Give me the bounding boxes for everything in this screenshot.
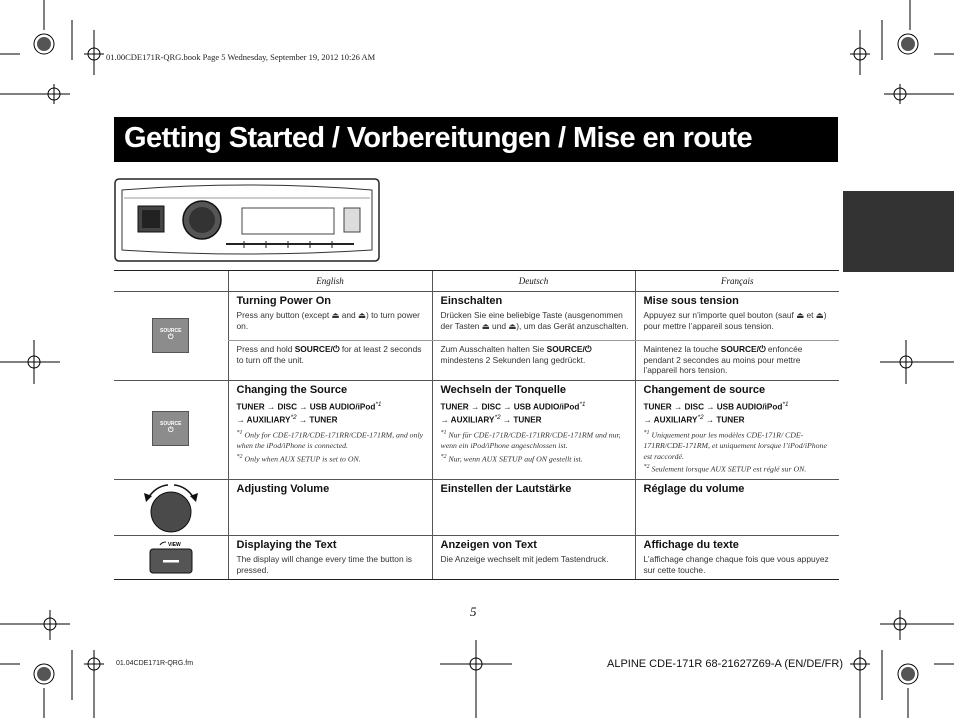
- source-power-button-icon: SOURCE ⏻: [152, 318, 189, 353]
- en-power-title: Turning Power On: [236, 295, 332, 307]
- page-number: 5: [470, 604, 477, 619]
- de-volume-title: Einstellen der Lautstärke: [440, 483, 572, 496]
- en-source-title: Changing the Source: [236, 383, 348, 396]
- footer-model: ALPINE CDE-171R 68-21627Z69-A (EN/DE/FR): [607, 658, 843, 670]
- de-power-title: Einschalten: [440, 295, 503, 307]
- footer-filename: 01.04CDE171R-QRG.fm: [116, 660, 194, 667]
- table-row: [114, 380, 839, 480]
- de-source-title: Wechseln der Tonquelle: [440, 383, 567, 396]
- col-deutsch: Deutsch: [432, 271, 635, 292]
- en-display-title: Displaying the Text: [236, 539, 337, 552]
- eject-icon: ⏏: [796, 310, 805, 320]
- fr-volume-title: Réglage du volume: [643, 483, 745, 496]
- view-button-icon: [146, 540, 196, 574]
- fr-source-sequence: TUNER → DISC → USB AUDIO/iPod$^{*1}$ → $AUXILIARY^{*2}$ → TUNER: [643, 400, 789, 425]
- de-display-text: Die Anzeige wechselt mit jedem Tastendruck.: [440, 554, 609, 565]
- open-icon: ⏏: [358, 310, 366, 320]
- en-display-text: The display will change every time the button is pressed.: [236, 554, 412, 575]
- language-header-row: [114, 271, 839, 292]
- open-icon: ⏏: [508, 320, 517, 331]
- table-row: [114, 480, 839, 536]
- page-title: Getting Started / Vorbereitungen / Mise en route: [124, 122, 753, 154]
- de-power-on-text: Drücken Sie eine beliebige Taste (ausgenommen der Tasten ⏏ und ⏏), um das Gerät anzuschalten.: [440, 310, 629, 331]
- volume-knob-icon: [138, 482, 204, 534]
- de-display-title: Anzeigen von Text: [440, 539, 537, 552]
- col-english: English: [228, 271, 432, 292]
- de-source-sequence: TUNER → DISC → USB AUDIO/iPod$^{*1}$ → $AUXILIARY^{*2}$ → TUNER: [440, 400, 586, 425]
- fr-display-text: L’affichage change chaque fois que vous appuyez sur cette touche.: [643, 554, 829, 575]
- instruction-table: [114, 270, 839, 580]
- title-banner: [114, 117, 838, 162]
- fr-source-title: Changement de source: [643, 383, 766, 396]
- eject-icon: ⏏: [481, 320, 490, 331]
- table-row: [114, 536, 839, 580]
- head-unit-illustration: [114, 178, 380, 262]
- de-source-notes: $^{*1}$ Nur für CDE-171R/CDE-171RR/CDE-171RM und nur, wenn ein iPod/iPhone angeschlossen ist. $^{*2}$ Nur, wenn AUX SETUP auf ON gestellt ist.: [440, 429, 621, 464]
- fr-display-title: Affichage du texte: [643, 539, 739, 552]
- table-row: [114, 292, 839, 341]
- svg-text:VIEW: VIEW: [167, 542, 181, 549]
- en-source-sequence: TUNER → DISC → USB AUDIO/iPod$^{*1}$ → $AUXILIARY^{*2}$ → TUNER: [236, 400, 382, 425]
- eject-icon: ⏏: [331, 310, 340, 320]
- col-francais: Français: [635, 271, 839, 292]
- en-power-on-text: Press any button (except ⏏ and ⏏) to turn power on.: [236, 310, 420, 331]
- open-icon: ⏏: [815, 310, 824, 320]
- source-button-icon: SOURCE ⏻: [152, 411, 189, 446]
- en-power-off-text: Press and hold SOURCE/⏻ for at least 2 seconds to turn off the unit.: [236, 344, 422, 365]
- file-info-header: 01.00CDE171R-QRG.book Page 5 Wednesday, September 19, 2012 10:26 AM: [106, 52, 376, 62]
- fr-power-title: Mise sous tension: [643, 295, 739, 307]
- en-volume-title: Adjusting Volume: [236, 483, 330, 496]
- fr-power-on-text: Appuyez sur n’importe quel bouton (sauf ⏏ et ⏏) pour mettre l’appareil sous tension.: [643, 310, 827, 331]
- en-source-notes: $^{*1}$ Only for CDE-171R/CDE-171RR/CDE-171RM, and only when the iPod/iPhone is connected. $^{*2}$ Only when AUX SETUP is set to ON.: [236, 429, 424, 464]
- side-tab: [843, 191, 954, 272]
- fr-source-notes: $^{*1}$ Uniquement pour les modèles CDE-171R/ CDE-171RR/CDE-171RM, et uniquement lorsque l’iPod/iPhone est raccordé. $^{*2}$ Seulement lorsque AUX SETUP est réglé sur ON.: [643, 429, 827, 474]
- de-power-off-text: Zum Ausschalten halten Sie SOURCE/⏻ mindestens 2 Sekunden lang gedrückt.: [440, 344, 592, 365]
- fr-power-off-text: Maintenez la touche SOURCE/⏻ enfoncée pendant 2 secondes au moins pour mettre l’appareil hors tension.: [643, 344, 803, 375]
